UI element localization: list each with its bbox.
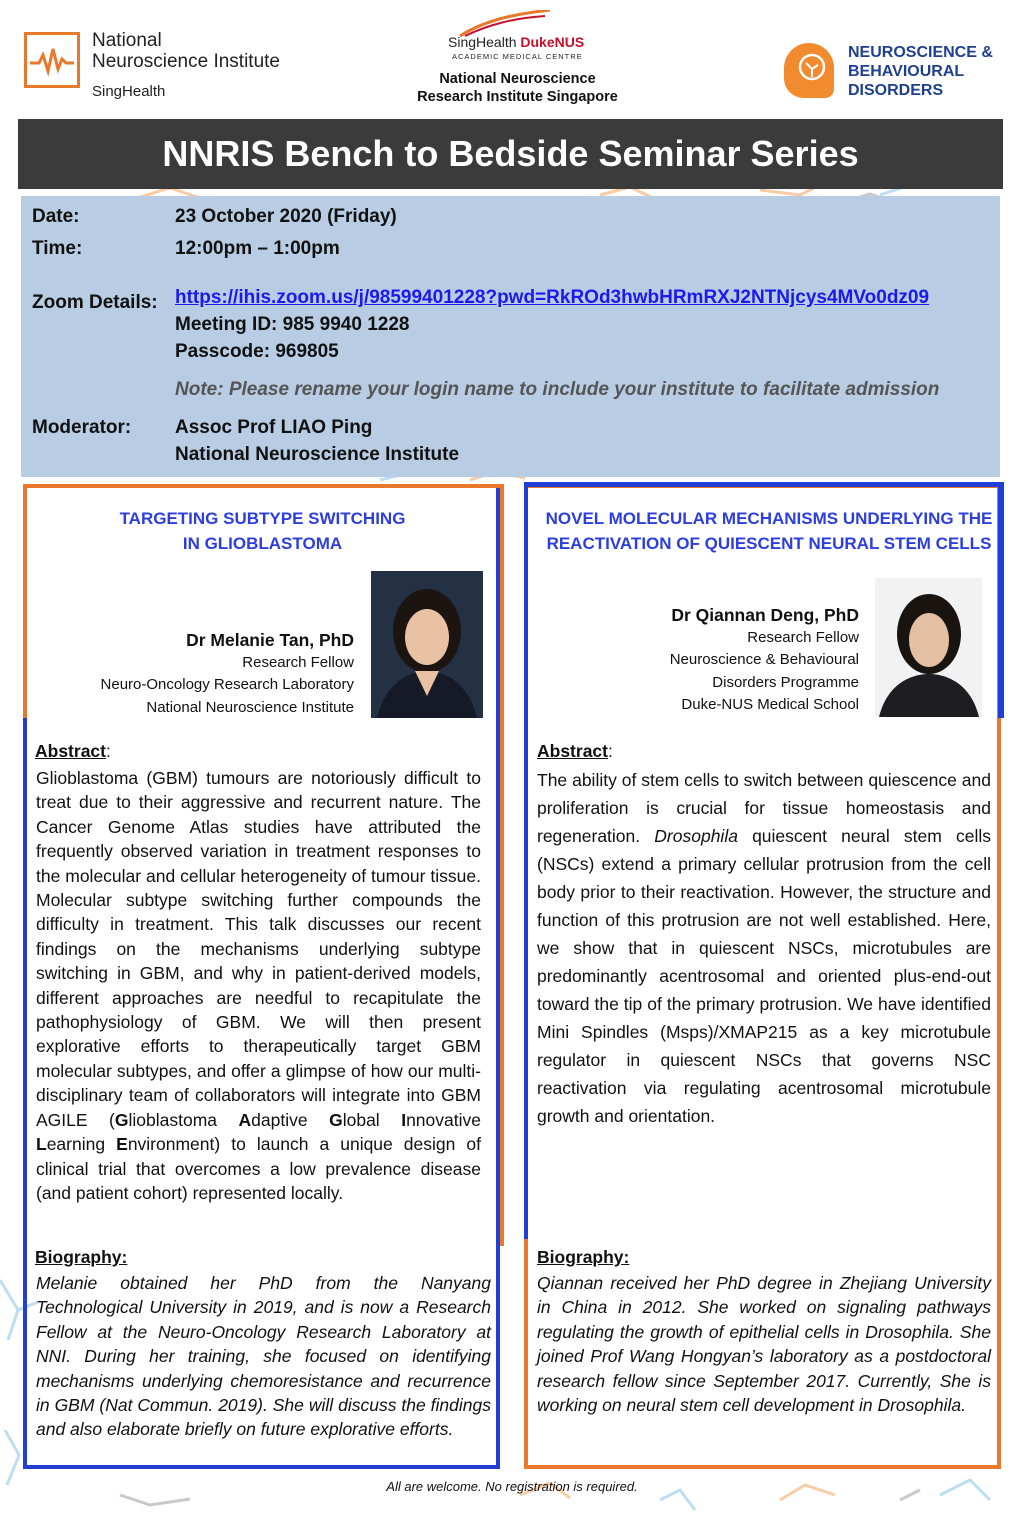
left-bio-text: Melanie obtained her PhD from the Nanyang Technological University in 2019, and is now a Research Fellow at the Neuro-Oncology Research Laboratory at NNI. During her training, she focused on identifying mechanisms underlying chemoresistance and recurrence in GBM (Nat Commun. 2019). She will discuss the findings and also elaborate briefly on future explorative efforts. — [36, 1273, 491, 1440]
left-speaker-org: National Neuroscience Institute — [146, 698, 354, 716]
agile-e: E — [116, 1134, 128, 1155]
right-card-accent-left — [524, 482, 528, 1239]
right-bio-label: Biography: — [537, 1247, 630, 1267]
right-speaker-org: Duke-NUS Medical School — [681, 696, 859, 713]
right-speaker-role: Research Fellow — [747, 628, 859, 646]
left-abstract-tail: nvironment) to launch a unique design of clinical trial that overcomes a low prevalence disease (and patient cohort) represented locally. — [36, 1134, 481, 1203]
footer-note: All are welcome. No registration is required. — [386, 1479, 638, 1494]
left-card-accent-right — [500, 484, 504, 1246]
time-value: 12:00pm – 1:00pm — [175, 238, 340, 259]
right-speaker-prog2: Disorders Programme — [712, 673, 859, 691]
agile-lobal: lobal — [342, 1109, 402, 1130]
agile-a: A — [238, 1109, 252, 1130]
right-talk-title-line2: REACTIVATION OF QUIESCENT NEURAL STEM CELLS — [546, 534, 992, 553]
left-abstract-heading — [35, 741, 485, 762]
nni-name-line1: National — [92, 30, 162, 51]
zoom-label: Zoom Details: — [32, 292, 158, 313]
right-speaker-info — [540, 604, 859, 717]
right-speaker-prog1: Neuroscience & Behavioural — [669, 651, 859, 668]
right-abstract-drosophila: Drosophila — [654, 826, 738, 846]
agile-daptive: daptive — [251, 1109, 330, 1130]
left-abstract-body: Glioblastoma (GBM) tumours are notoriously difficult to treat due to their aggressive and recurrent nature. The Cancer Genome Atlas studies have attributed the frequently observed variation in treatment responses to the molecular and cellular heterogeneity of tumour tissue. Molecular subtype switching further compounds the difficulty in treatment. This talk discusses our recent findings on the mechanisms underlying subtype switching in GBM, and why in patient-derived models, different approaches are needful to recapitulate the pathophysiology of GBM. We will then present explorative efforts to therapeutically target GBM molecular subtypes, and offer a glimpse of how our multi-disciplinary team of collaborators will integrate into GBM AGILE ( — [36, 768, 481, 1130]
moderator-label: Moderator: — [32, 417, 132, 438]
nni-logo — [22, 28, 294, 104]
left-abstract-colon: : — [106, 741, 111, 761]
moderator-name: Assoc Prof LIAO Ping — [175, 417, 373, 438]
left-talk-title-line1: TARGETING SUBTYPE SWITCHING — [119, 509, 406, 528]
agile-earning: earning — [46, 1134, 117, 1155]
right-card-accent — [524, 482, 1004, 487]
agile-g: G — [114, 1109, 129, 1130]
right-talk-title-line1: NOVEL MOLECULAR MECHANISMS UNDERLYING THE — [545, 509, 993, 528]
admission-note: Note: Please rename your login name to include your institute to facilitate admission — [175, 379, 940, 400]
zoom-link[interactable]: https://ihis.zoom.us/j/98599401228?pwd=RkROd3hwbHRmRXJ2NTNjcys4MVo0dz09 — [175, 287, 930, 308]
agile-i: I — [401, 1109, 407, 1130]
agile-lio: lioblastoma — [128, 1109, 239, 1130]
singhealth-label: SingHealth — [448, 34, 517, 50]
time-label: Time: — [32, 238, 83, 259]
passcode: Passcode: 969805 — [175, 341, 339, 362]
left-talk-title-line2: IN GLIOBLASTOMA — [182, 534, 343, 553]
right-abstract-colon: : — [608, 741, 613, 761]
left-talk-title — [30, 506, 495, 556]
date-label: Date: — [32, 206, 80, 227]
date-value: 23 October 2020 (Friday) — [175, 206, 397, 227]
left-abstract-label: Abstract — [35, 741, 106, 761]
agile-g2: G — [329, 1109, 343, 1130]
event-details-panel — [21, 196, 1000, 477]
left-abstract-text — [36, 766, 481, 1205]
left-speaker-name: Dr Melanie Tan, PhD — [186, 630, 354, 650]
nnris-name-line2: Research Institute Singapore — [417, 89, 618, 105]
moderator-org: National Neuroscience Institute — [175, 444, 460, 465]
left-speaker-lab: Neuro-Oncology Research Laboratory — [100, 676, 354, 693]
right-abstract-body1: The ability of stem cells to switch between quiescence and proliferation is crucial for tissue homeostasis and regeneration. — [537, 770, 991, 846]
nbd-logo — [784, 40, 1014, 106]
right-bio-text: Qiannan received her PhD degree in Zhejiang University in China in 2012. She worked on signaling pathways regulating the growth of epithelial cells in Drosophila. She joined Prof Wang Hongyan’s laboratory as a postdoctoral research fellow since September 2017. Currently, She is working on neural stem cell development in Drosophila. — [537, 1273, 991, 1416]
meeting-id: Meeting ID: 985 9940 1228 — [175, 314, 410, 335]
agile-l: L — [36, 1134, 47, 1155]
right-abstract-label: Abstract — [537, 741, 608, 761]
nbd-line2: BEHAVIOURAL — [848, 63, 965, 80]
dukenus-label: DukeNUS — [520, 34, 585, 50]
speaker-photo-melanie — [371, 571, 483, 718]
agile-nnovative: nnovative — [406, 1109, 481, 1130]
right-abstract-heading — [537, 741, 987, 762]
left-speaker-info — [40, 629, 354, 719]
nnris-name-line1: National Neuroscience — [439, 71, 596, 87]
left-card-accent-left — [23, 484, 27, 718]
left-bio-label: Biography: — [35, 1247, 128, 1267]
head-profile-icon — [784, 43, 834, 98]
amc-label: ACADEMIC MEDICAL CENTRE — [452, 52, 583, 61]
left-card-accent — [23, 484, 504, 488]
nbd-line3: DISORDERS — [848, 82, 944, 99]
nnris-logo — [400, 8, 635, 108]
nni-name-line2: Neuroscience Institute — [92, 51, 280, 72]
nbd-line1: NEUROSCIENCE & — [848, 44, 993, 61]
left-speaker-role: Research Fellow — [242, 653, 354, 671]
nni-singhealth: SingHealth — [92, 83, 166, 100]
speaker-photo-qiannan — [875, 578, 982, 717]
right-abstract-body2: quiescent neural stem cells (NSCs) extend a primary cellular protrusion from the cell body prior to their reactivation. However, the structure and function of this protrusion are not well established. Here, we show that in quiescent NSCs, microtubules are predominantly acentrosomal and oriented plus-end-out toward the tip of the primary protrusion. We have identified Mini Spindles (Msps)/XMAP215 as a key microtubule regulator in quiescent NSCs that governs NSC reactivation via regulating acentrosomal microtubule growth and orientation. — [537, 826, 991, 1126]
right-talk-title — [532, 506, 1006, 556]
nni-pulse-icon — [24, 32, 80, 88]
right-abstract-text — [537, 766, 991, 1130]
right-speaker-name: Dr Qiannan Deng, PhD — [671, 605, 859, 625]
page-title: NNRIS Bench to Bedside Seminar Series — [18, 119, 1003, 189]
